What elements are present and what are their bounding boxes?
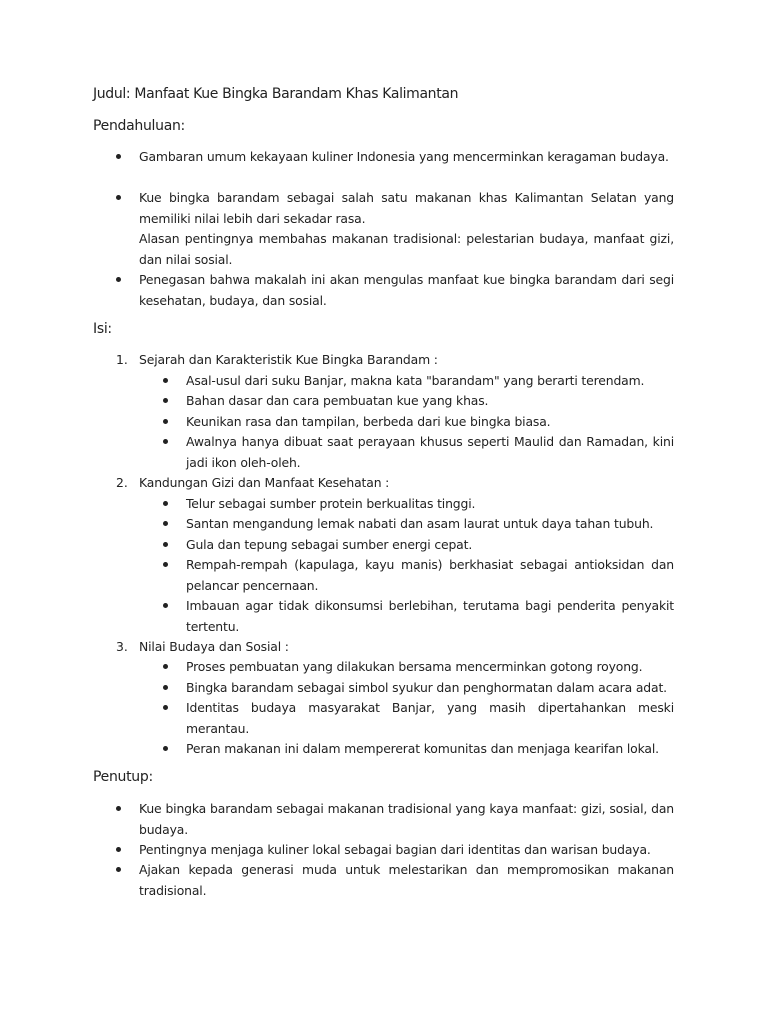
bullet-dot [163,439,168,444]
pendahuluan-item-3: Alasan pentingnya membahas makanan tradisional: pelestarian budaya, manfaat gizi, dan nilai sosial. [139,231,674,267]
sub-item: Santan mengandung lemak nabati dan asam laurat untuk daya tahan tubuh. [186,516,654,531]
bullet-dot [163,562,168,567]
section-title: Sejarah dan Karakteristik Kue Bingka Barandam : [139,352,438,367]
section-number: 1. [116,352,128,367]
bullet-dot [116,154,121,159]
bullet-dot [163,501,168,506]
section-title: Nilai Budaya dan Sosial : [139,639,289,654]
sub-item: Asal-usul dari suku Banjar, makna kata "barandam" yang berarti terendam. [186,373,645,388]
bullet-dot [116,867,121,872]
sub-item: Bingka barandam sebagai simbol syukur dan penghormatan dalam acara adat. [186,680,667,695]
heading-penutup: Penutup: [93,769,153,785]
bullet-dot [116,847,121,852]
sub-item: Bahan dasar dan cara pembuatan kue yang khas. [186,393,489,408]
sub-item: Keunikan rasa dan tampilan, berbeda dari kue bingka biasa. [186,414,551,429]
bullet-dot [116,277,121,282]
document-title: Judul: Manfaat Kue Bingka Barandam Khas Kalimantan [93,86,459,102]
bullet-dot [163,603,168,608]
sub-item: Identitas budaya masyarakat Banjar, yang masih dipertahankan meski merantau. [186,700,674,736]
penutup-item-1: Kue bingka barandam sebagai makanan tradisional yang kaya manfaat: gizi, sosial, dan budaya. [139,801,674,837]
bullet-dot [163,746,168,751]
pendahuluan-item-2: Kue bingka barandam sebagai salah satu makanan khas Kalimantan Selatan yang memiliki nilai lebih dari sekadar rasa. [139,190,674,226]
sub-item: Gula dan tepung sebagai sumber energi cepat. [186,537,473,552]
sub-item: Proses pembuatan yang dilakukan bersama mencerminkan gotong royong. [186,659,643,674]
bullet-dot [163,685,168,690]
bullet-dot [163,542,168,547]
sub-item: Rempah-rempah (kapulaga, kayu manis) berkhasiat sebagai antioksidan dan pelancar pencernaan. [186,557,674,593]
bullet-dot [163,664,168,669]
sub-item: Telur sebagai sumber protein berkualitas tinggi. [186,496,476,511]
bullet-dot [163,521,168,526]
sub-item: Imbauan agar tidak dikonsumsi berlebihan, terutama bagi penderita penyakit tertentu. [186,598,674,634]
penutup-item-2: Pentingnya menjaga kuliner lokal sebagai bagian dari identitas dan warisan budaya. [139,842,651,857]
bullet-dot [116,806,121,811]
pendahuluan-item-1: Gambaran umum kekayaan kuliner Indonesia yang mencerminkan keragaman budaya. [139,149,669,164]
sub-item: Peran makanan ini dalam mempererat komunitas dan menjaga kearifan lokal. [186,741,659,756]
sub-item: Awalnya hanya dibuat saat perayaan khusus seperti Maulid dan Ramadan, kini jadi ikon oleh-oleh. [186,434,674,470]
bullet-dot [163,398,168,403]
section-title: Kandungan Gizi dan Manfaat Kesehatan : [139,475,390,490]
heading-isi: Isi: [93,321,112,337]
section-number: 3. [116,639,128,654]
bullet-dot [116,195,121,200]
bullet-dot [163,705,168,710]
penutup-item-3: Ajakan kepada generasi muda untuk melestarikan dan mempromosikan makanan tradisional. [139,862,674,898]
pendahuluan-item-4: Penegasan bahwa makalah ini akan mengulas manfaat kue bingka barandam dari segi kesehatan, budaya, dan sosial. [139,272,674,308]
section-number: 2. [116,475,128,490]
heading-pendahuluan: Pendahuluan: [93,118,185,134]
bullet-dot [163,419,168,424]
bullet-dot [163,378,168,383]
